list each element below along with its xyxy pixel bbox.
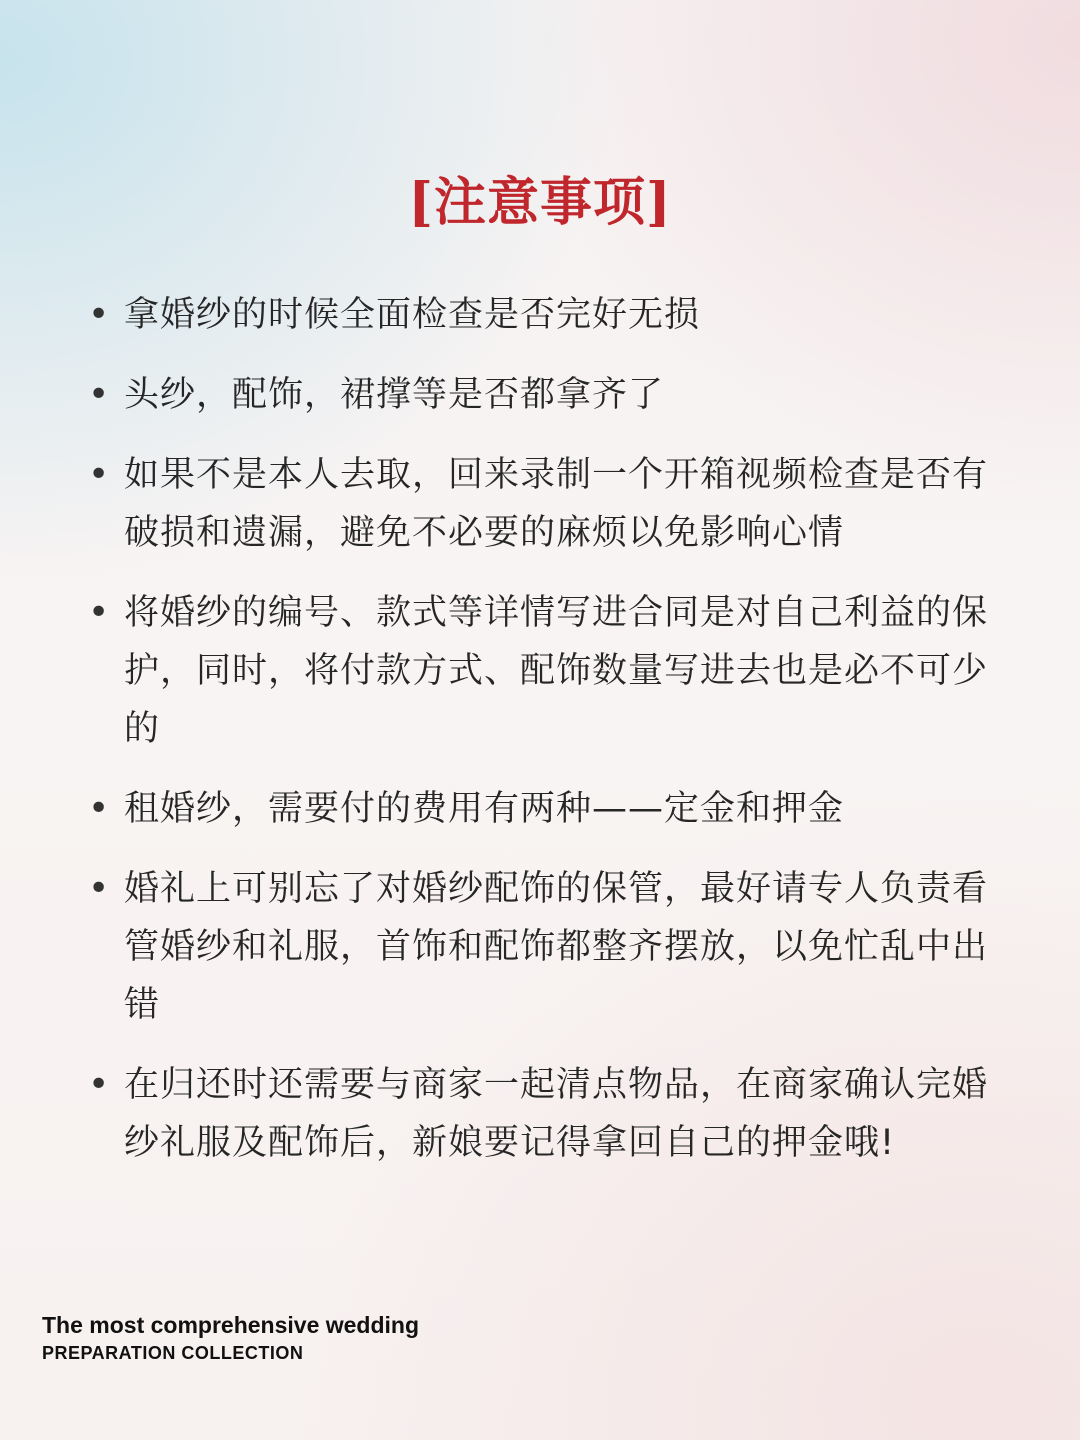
- list-item: [88, 366, 1008, 424]
- list-item: [88, 286, 1008, 344]
- list-item-text: 头纱，配饰，裙撑等是否都拿齐了: [124, 375, 665, 415]
- list-item: [88, 1056, 1008, 1172]
- bullet-icon: •: [88, 454, 110, 495]
- list-item-text: 拿婚纱的时候全面检查是否完好无损: [124, 295, 701, 335]
- footer-line-1: The most comprehensive wedding: [42, 1312, 420, 1338]
- page-title: [注意事项]: [408, 172, 672, 233]
- bullet-icon: •: [88, 788, 110, 829]
- bullet-icon: •: [88, 1064, 110, 1105]
- footer-line-2: PREPARATION COLLECTION: [42, 1343, 304, 1363]
- bullet-icon: •: [88, 374, 110, 415]
- list-item: [88, 584, 1008, 758]
- notes-list: [88, 286, 1008, 1194]
- bullet-icon: •: [88, 294, 110, 335]
- list-item: [88, 860, 1008, 1034]
- list-item-text: 婚礼上可别忘了对婚纱配饰的保管，最好请专人负责看管婚纱和礼服，首饰和配饰都整齐摆放，以免忙乱中出错: [124, 869, 989, 1025]
- list-item: [88, 446, 1008, 562]
- bullet-icon: •: [88, 868, 110, 909]
- bullet-icon: •: [88, 592, 110, 633]
- footer-caption: [42, 1310, 419, 1366]
- list-item-text: 将婚纱的编号、款式等详情写进合同是对自己利益的保护，同时，将付款方式、配饰数量写进去也是必不可少的: [124, 593, 989, 749]
- list-item-text: 如果不是本人去取，回来录制一个开箱视频检查是否有破损和遗漏，避免不必要的麻烦以免影响心情: [124, 455, 989, 553]
- list-item-text: 在归还时还需要与商家一起清点物品，在商家确认完婚纱礼服及配饰后，新娘要记得拿回自己的押金哦!: [124, 1065, 989, 1163]
- list-item-text: 租婚纱，需要付的费用有两种——定金和押金: [124, 789, 845, 829]
- list-item: [88, 780, 1008, 838]
